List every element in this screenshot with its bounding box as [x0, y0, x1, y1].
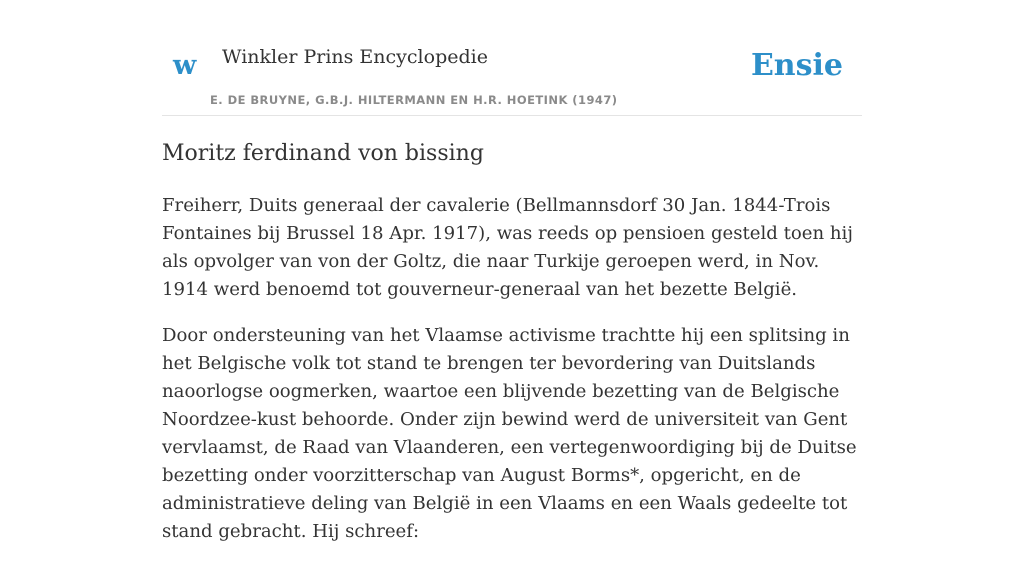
site-title[interactable]: Winkler Prins Encyclopedie [222, 46, 488, 68]
article-paragraph: Door ondersteuning van het Vlaamse activisme trachtte hij een splitsing in het Belgische volk tot stand te brengen ter bevordering van Duitslands naoorlogse oogmerken, waartoe een blijvende bezetting van de Belgische Noordzee-kust behoorde. Onder zijn bewind werd de universiteit van Gent vervlaamst, de Raad van Vlaanderen, een vertegenwoordiging bij de Duitse bezetting onder voorzitterschap van August Borms*, opgericht, en de administratieve deling van België in een Vlaams en een Waals gedeelte tot stand gebracht. Hij schreef: [162, 325, 857, 542]
article-title: Moritz ferdinand von bissing [162, 141, 484, 166]
site-authors: E. DE BRUYNE, G.B.J. HILTERMANN EN H.R. HOETINK (1947) [210, 93, 618, 107]
page [162, 0, 862, 542]
brand-logo[interactable]: Ensie [750, 48, 843, 83]
article-body [162, 192, 867, 564]
article-paragraph: Freiherr, Duits generaal der cavalerie (Bellmannsdorf 30 Jan. 1844-Trois Fontaines bij Brussel 18 Apr. 1917), was reeds op pensioen gesteld toen hij als opvolger van von der Goltz, die naar Turkije geroepen werd, in Nov. 1914 werd benoemd tot gouverneur-generaal van het bezette België. [162, 195, 853, 300]
site-header [162, 0, 862, 116]
site-logo[interactable]: w [173, 50, 197, 81]
